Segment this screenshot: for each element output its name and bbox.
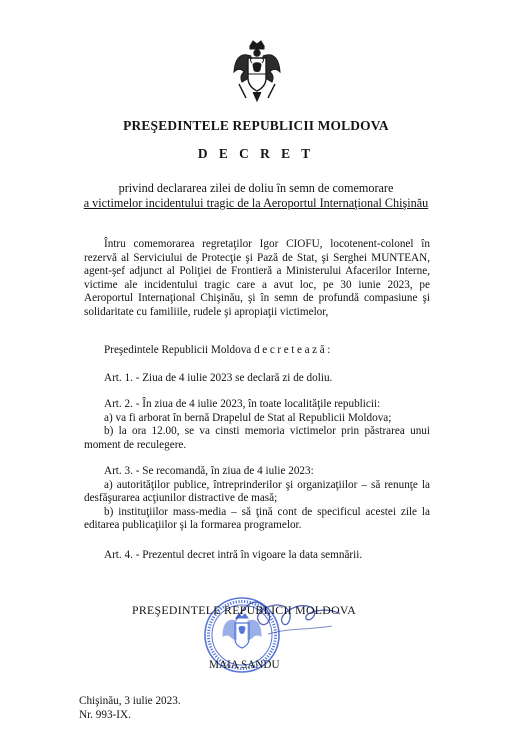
decrees-verb: decretează: [254,344,333,356]
handwritten-signature-icon [228,590,348,650]
article-3-heading: Art. 3. - Se recomandă, în ziua de 4 iulie 2023: [104,465,314,477]
article-2-point-a: a) va fi arborat în bernă Drapelul de Stat al Republicii Moldova; [104,411,392,424]
article-2-point-b: b) la ora 12.00, se va cinsti memoria victimelor prin păstrarea unui moment de reculegere. [84,425,430,451]
issuer-heading: PREŞEDINTELE REPUBLICII MOLDOVA [123,118,389,133]
preamble-paragraph: Întru comemorarea regretaţilor Igor CIOFU, locotenent-colonel în rezervă al Serviciului de Protecţie şi Pază de Stat, şi Serghei MUNTEAN, agent-şef adjunct al Poliţiei de Frontieră a Ministerului Afacerilor Interne, victime ale incidentului tragic care a avut loc, pe 30 iunie 2023, pe Aeroportul Internaţional Chişinău, şi în semn de profundă compasiune şi solidaritate cu familiile, rudele şi apropiaţii victimelor, [84,238,430,318]
decree-subject [74,181,438,211]
article-1 [84,372,430,386]
article-3 [84,465,430,533]
coat-of-arms-icon [231,38,283,104]
document-title: D E C R E T [197,146,315,161]
signatory-title: PREŞEDINTELE REPUBLICII MOLDOVA [132,603,357,617]
place-date: Chişinău, 3 iulie 2023. [79,695,181,707]
article-1-text: Art. 1. - Ziua de 4 iulie 2023 se declară zi de doliu. [104,372,333,384]
subject-line-1: privind declararea zilei de doliu în semn de comemorare [118,181,394,195]
article-2 [84,398,430,452]
decree-number: Nr. 993-IX. [79,709,131,721]
article-3-point-b: b) instituţiilor mass-media – să ţină cont de specificul acestei zile la editarea publicaţiilor şi la formarea programelor. [84,505,430,532]
place-and-date-block [79,694,181,722]
article-4 [84,549,430,563]
article-3-point-a: a) autorităţilor publice, întreprinderilor şi organizaţiilor – să renunţe la desfăşurarea acţiunilor distractive de masă; [84,478,430,505]
decrees-line [84,344,430,358]
subject-line-2: a victimelor incidentului tragic de la Aeroportul Internaţional Chişinău [83,196,429,210]
decrees-subject: Preşedintele Republicii Moldova [104,344,252,356]
preamble-block [84,238,430,320]
article-2-heading: Art. 2. - În ziua de 4 iulie 2023, în toate localităţile republicii: [104,398,381,410]
signatory-name: MAIA SANDU [209,659,280,671]
article-4-text: Art. 4. - Prezentul decret intră în vigoare la data semnării. [104,549,363,561]
